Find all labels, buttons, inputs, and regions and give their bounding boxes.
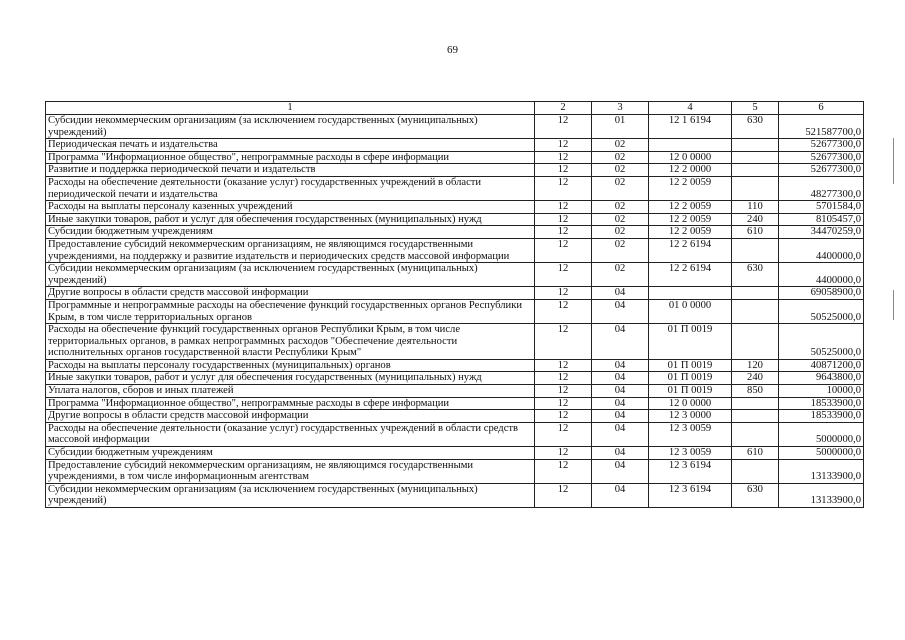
row-section-cell: 12 bbox=[535, 139, 592, 152]
table-row bbox=[46, 483, 864, 507]
row-subsection-cell: 02 bbox=[592, 226, 649, 239]
row-name-cell: Расходы на обеспечение деятельности (оказание услуг) государственных учреждений в области средств массовой информации bbox=[46, 422, 535, 446]
row-amount-cell: 4400000,0 bbox=[779, 238, 864, 262]
row-section-cell: 12 bbox=[535, 201, 592, 214]
row-section-cell: 12 bbox=[535, 299, 592, 323]
table-row bbox=[46, 151, 864, 164]
row-subsection-cell: 04 bbox=[592, 422, 649, 446]
row-subsection-cell: 02 bbox=[592, 201, 649, 214]
row-subsection-cell: 02 bbox=[592, 263, 649, 287]
row-section-cell: 12 bbox=[535, 359, 592, 372]
table-body bbox=[46, 102, 864, 508]
row-target-cell: 12 2 0059 bbox=[649, 176, 732, 200]
row-section-cell: 12 bbox=[535, 397, 592, 410]
table-row bbox=[46, 115, 864, 139]
row-subsection-cell: 02 bbox=[592, 151, 649, 164]
row-target-cell: 12 2 0059 bbox=[649, 213, 732, 226]
row-section-cell: 12 bbox=[535, 287, 592, 300]
header-cell-1: 1 bbox=[46, 102, 535, 115]
row-amount-cell: 5000000,0 bbox=[779, 422, 864, 446]
row-amount-cell: 52677300,0 bbox=[779, 164, 864, 177]
row-target-cell: 12 2 6194 bbox=[649, 263, 732, 287]
row-amount-cell: 4400000,0 bbox=[779, 263, 864, 287]
row-amount-cell: 13133900,0 bbox=[779, 483, 864, 507]
row-type-cell: 610 bbox=[732, 226, 779, 239]
table-row bbox=[46, 201, 864, 214]
row-subsection-cell: 04 bbox=[592, 385, 649, 398]
row-name-cell: Программные и непрограммные расходы на обеспечение функций государственных органов Республики Крым, в том числе территориальных органов bbox=[46, 299, 535, 323]
row-name-cell: Расходы на выплаты персоналу казенных учреждений bbox=[46, 201, 535, 214]
row-subsection-cell: 04 bbox=[592, 287, 649, 300]
row-type-cell: 240 bbox=[732, 213, 779, 226]
row-name-cell: Субсидии некоммерческим организациям (за исключением государственных (муниципальных) учреждений) bbox=[46, 263, 535, 287]
row-name-cell: Иные закупки товаров, работ и услуг для обеспечения государственных (муниципальных) нужд bbox=[46, 372, 535, 385]
row-type-cell: 240 bbox=[732, 372, 779, 385]
row-type-cell: 610 bbox=[732, 447, 779, 460]
row-type-cell bbox=[732, 459, 779, 483]
row-target-cell bbox=[649, 287, 732, 300]
row-type-cell bbox=[732, 422, 779, 446]
row-amount-cell: 40871200,0 bbox=[779, 359, 864, 372]
row-section-cell: 12 bbox=[535, 164, 592, 177]
table-row bbox=[46, 164, 864, 177]
row-subsection-cell: 04 bbox=[592, 324, 649, 360]
row-name-cell: Развитие и поддержка периодической печати и издательств bbox=[46, 164, 535, 177]
row-subsection-cell: 04 bbox=[592, 359, 649, 372]
row-name-cell: Расходы на обеспечение функций государственных органов Республики Крым, в том числе территориальных органов, в рамках непрограммных расходов "Обеспечение деятельности исполнительных органов государственной власти Республики Крым" bbox=[46, 324, 535, 360]
row-amount-cell: 18533900,0 bbox=[779, 397, 864, 410]
row-name-cell: Субсидии бюджетным учреждениям bbox=[46, 226, 535, 239]
row-amount-cell: 52677300,0 bbox=[779, 139, 864, 152]
row-section-cell: 12 bbox=[535, 483, 592, 507]
row-name-cell: Субсидии некоммерческим организациям (за исключением государственных (муниципальных) учреждений) bbox=[46, 483, 535, 507]
row-amount-cell: 52677300,0 bbox=[779, 151, 864, 164]
row-type-cell bbox=[732, 164, 779, 177]
row-type-cell: 850 bbox=[732, 385, 779, 398]
row-type-cell bbox=[732, 139, 779, 152]
table-row bbox=[46, 238, 864, 262]
row-name-cell: Расходы на обеспечение деятельности (оказание услуг) государственных учреждений в области периодической печати и издательства bbox=[46, 176, 535, 200]
row-amount-cell: 48277300,0 bbox=[779, 176, 864, 200]
row-target-cell: 01 П 0019 bbox=[649, 324, 732, 360]
row-subsection-cell: 04 bbox=[592, 410, 649, 423]
row-target-cell: 12 1 6194 bbox=[649, 115, 732, 139]
table-row bbox=[46, 410, 864, 423]
row-name-cell: Иные закупки товаров, работ и услуг для обеспечения государственных (муниципальных) нужд bbox=[46, 213, 535, 226]
row-section-cell: 12 bbox=[535, 385, 592, 398]
row-amount-cell: 5701584,0 bbox=[779, 201, 864, 214]
row-amount-cell: 69058900,0 bbox=[779, 287, 864, 300]
row-subsection-cell: 04 bbox=[592, 447, 649, 460]
row-subsection-cell: 01 bbox=[592, 115, 649, 139]
row-type-cell bbox=[732, 324, 779, 360]
table-row bbox=[46, 372, 864, 385]
row-section-cell: 12 bbox=[535, 238, 592, 262]
row-type-cell bbox=[732, 287, 779, 300]
row-type-cell bbox=[732, 151, 779, 164]
row-section-cell: 12 bbox=[535, 410, 592, 423]
row-amount-cell: 521587700,0 bbox=[779, 115, 864, 139]
row-target-cell: 12 0 0000 bbox=[649, 397, 732, 410]
row-target-cell: 12 3 0000 bbox=[649, 410, 732, 423]
row-section-cell: 12 bbox=[535, 447, 592, 460]
row-amount-cell: 34470259,0 bbox=[779, 226, 864, 239]
row-section-cell: 12 bbox=[535, 422, 592, 446]
margin-mark bbox=[893, 138, 894, 184]
row-subsection-cell: 04 bbox=[592, 299, 649, 323]
row-section-cell: 12 bbox=[535, 176, 592, 200]
header-cell-3: 3 bbox=[592, 102, 649, 115]
row-name-cell: Другие вопросы в области средств массовой информации bbox=[46, 410, 535, 423]
row-target-cell: 12 2 6194 bbox=[649, 238, 732, 262]
row-target-cell: 01 П 0019 bbox=[649, 372, 732, 385]
row-section-cell: 12 bbox=[535, 324, 592, 360]
row-target-cell: 12 3 0059 bbox=[649, 422, 732, 446]
table-row bbox=[46, 226, 864, 239]
table-row bbox=[46, 385, 864, 398]
row-amount-cell: 9643800,0 bbox=[779, 372, 864, 385]
row-name-cell: Уплата налогов, сборов и иных платежей bbox=[46, 385, 535, 398]
page-number: 69 bbox=[447, 44, 458, 56]
row-amount-cell: 50525000,0 bbox=[779, 299, 864, 323]
row-section-cell: 12 bbox=[535, 459, 592, 483]
header-cell-6: 6 bbox=[779, 102, 864, 115]
row-type-cell: 630 bbox=[732, 115, 779, 139]
row-type-cell: 120 bbox=[732, 359, 779, 372]
row-subsection-cell: 04 bbox=[592, 483, 649, 507]
row-target-cell: 12 2 0000 bbox=[649, 164, 732, 177]
header-cell-2: 2 bbox=[535, 102, 592, 115]
row-name-cell: Предоставление субсидий некоммерческим организациям, не являющимся государственными учреждениями, на поддержку и развитие издательств и периодических средств массовой информации bbox=[46, 238, 535, 262]
table-row bbox=[46, 422, 864, 446]
row-target-cell: 12 3 0059 bbox=[649, 447, 732, 460]
row-section-cell: 12 bbox=[535, 115, 592, 139]
row-type-cell: 630 bbox=[732, 263, 779, 287]
row-name-cell: Субсидии некоммерческим организациям (за исключением государственных (муниципальных) учреждений) bbox=[46, 115, 535, 139]
row-subsection-cell: 02 bbox=[592, 238, 649, 262]
table-row bbox=[46, 459, 864, 483]
row-amount-cell: 5000000,0 bbox=[779, 447, 864, 460]
row-type-cell: 630 bbox=[732, 483, 779, 507]
table-row bbox=[46, 299, 864, 323]
table-row bbox=[46, 176, 864, 200]
header-row bbox=[46, 102, 864, 115]
row-subsection-cell: 02 bbox=[592, 139, 649, 152]
row-amount-cell: 50525000,0 bbox=[779, 324, 864, 360]
row-amount-cell: 18533900,0 bbox=[779, 410, 864, 423]
row-subsection-cell: 04 bbox=[592, 372, 649, 385]
table-row bbox=[46, 324, 864, 360]
row-target-cell: 01 0 0000 bbox=[649, 299, 732, 323]
row-type-cell bbox=[732, 176, 779, 200]
row-type-cell bbox=[732, 238, 779, 262]
row-name-cell: Расходы на выплаты персоналу государственных (муниципальных) органов bbox=[46, 359, 535, 372]
row-name-cell: Программа "Информационное общество", непрограммные расходы в сфере информации bbox=[46, 397, 535, 410]
row-type-cell bbox=[732, 410, 779, 423]
row-type-cell bbox=[732, 299, 779, 323]
row-name-cell: Периодическая печать и издательства bbox=[46, 139, 535, 152]
table-row bbox=[46, 397, 864, 410]
budget-table bbox=[45, 101, 864, 508]
row-name-cell: Программа "Информационное общество", непрограммные расходы в сфере информации bbox=[46, 151, 535, 164]
row-target-cell: 12 2 0059 bbox=[649, 201, 732, 214]
row-type-cell: 110 bbox=[732, 201, 779, 214]
row-section-cell: 12 bbox=[535, 372, 592, 385]
row-subsection-cell: 04 bbox=[592, 397, 649, 410]
row-target-cell: 01 П 0019 bbox=[649, 359, 732, 372]
row-subsection-cell: 02 bbox=[592, 176, 649, 200]
margin-mark bbox=[893, 290, 894, 320]
row-name-cell: Субсидии бюджетным учреждениям bbox=[46, 447, 535, 460]
table-row bbox=[46, 287, 864, 300]
table-row bbox=[46, 447, 864, 460]
row-target-cell: 12 3 6194 bbox=[649, 459, 732, 483]
row-section-cell: 12 bbox=[535, 151, 592, 164]
row-section-cell: 12 bbox=[535, 226, 592, 239]
row-subsection-cell: 02 bbox=[592, 213, 649, 226]
row-subsection-cell: 02 bbox=[592, 164, 649, 177]
row-name-cell: Предоставление субсидий некоммерческим организациям, не являющимся государственными учреждениями, в том числе информационным агентствам bbox=[46, 459, 535, 483]
row-target-cell: 12 2 0059 bbox=[649, 226, 732, 239]
row-type-cell bbox=[732, 397, 779, 410]
header-cell-5: 5 bbox=[732, 102, 779, 115]
table-row bbox=[46, 359, 864, 372]
row-name-cell: Другие вопросы в области средств массовой информации bbox=[46, 287, 535, 300]
row-target-cell: 12 0 0000 bbox=[649, 151, 732, 164]
row-target-cell: 12 3 6194 bbox=[649, 483, 732, 507]
row-amount-cell: 13133900,0 bbox=[779, 459, 864, 483]
row-target-cell: 01 П 0019 bbox=[649, 385, 732, 398]
row-target-cell bbox=[649, 139, 732, 152]
row-amount-cell: 8105457,0 bbox=[779, 213, 864, 226]
row-subsection-cell: 04 bbox=[592, 459, 649, 483]
table-row bbox=[46, 213, 864, 226]
table-row bbox=[46, 263, 864, 287]
row-section-cell: 12 bbox=[535, 263, 592, 287]
header-cell-4: 4 bbox=[649, 102, 732, 115]
row-section-cell: 12 bbox=[535, 213, 592, 226]
row-amount-cell: 10000,0 bbox=[779, 385, 864, 398]
table-row bbox=[46, 139, 864, 152]
